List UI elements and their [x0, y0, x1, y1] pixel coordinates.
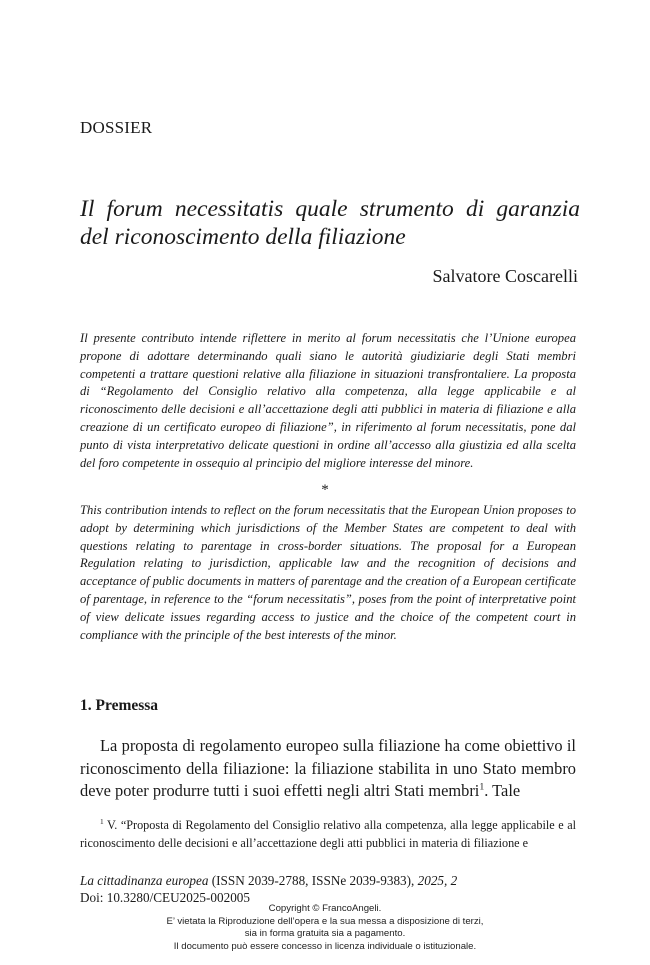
footnote-text: V. “Proposta di Regolamento del Consiglio relativo alla competenza, alla legge applicabile e al riconoscimento delle decisioni e all’accettazione degli atti pubblici in materia di filiazione e [80, 818, 576, 850]
footnote-number: 1 [100, 816, 104, 826]
journal-name: La cittadinanza europea [80, 873, 209, 888]
author-name: Salvatore Coscarelli [432, 266, 578, 286]
copyright-line: Il documento può essere concesso in licenza individuale o istituzionale. [173, 940, 477, 952]
journal-info [80, 872, 457, 906]
title-line: Il forum necessitatis quale strumento di garanzia [80, 196, 580, 222]
body-paragraph [80, 735, 576, 803]
footnote-reference[interactable]: 1 [479, 781, 485, 793]
article-title [80, 195, 580, 251]
journal-citation [80, 872, 457, 889]
body-text-continued: . Tale [484, 781, 521, 800]
section-label: DOSSIER [80, 118, 153, 137]
abstract-italian: Il presente contributo intende riflettere in merito al forum necessitatis che l’Unione europea propone di adottare determinando quali siano le autorità giudiziarie degli Stati membri competenti a trattare questioni relative alla filiazione in situazioni transfrontaliere. La proposta di “Regolamento del Consiglio relativo alla competenza, alla legge applicabile e al riconoscimento delle decisioni e all’accettazione degli atti pubblici in materia di filiazione e alla creazione di un certificato europeo di filiazione”, in riferimento al forum necessitatis, pone dal punto di vista interpretativo delicate questioni in ordine all’accesso alla giustizia ed alla scelta del foro competente in ossequio al principio del migliore interesse del minore. [80, 331, 576, 470]
copyright-line: Copyright © FrancoAngeli. [268, 903, 382, 914]
journal-issue: 2025, 2 [417, 873, 458, 888]
journal-issn: (ISSN 2039-2788, ISSNe 2039-9383), [208, 873, 418, 888]
body-text: La proposta di regolamento europeo sulla filiazione ha come obiettivo il riconoscimento della filiazione: la filiazione stabilita in uno Stato membro deve poter produrre tutti i suoi effetti negli altri Stati membri [80, 736, 576, 800]
abstract-separator: * [321, 482, 329, 498]
doi: Doi: 10.3280/CEU2025-002005 [80, 890, 250, 905]
copyright-line: E’ vietata la Riproduzione dell’opera e la sua messa a disposizione di terzi, [166, 915, 484, 927]
copyright-line: sia in forma gratuita sia a pagamento. [244, 928, 406, 939]
copyright-notice [0, 903, 650, 953]
abstract-english: This contribution intends to reflect on the forum necessitatis that the European Union proposes to adopt by determining which jurisdictions of the Member States are competent to deal with questions relating to parentage in cross-border situations. The proposal for a European Regulation relating to jurisdiction, applicable law and the recognition of decisions and acceptance of public documents in matters of parentage and the creation of a European certificate of parentage, in reference to the “forum necessitatis”, poses from the point of interpretative point of view delicate issues regarding access to justice and the choice of the competent court in compliance with the principle of the best interests of the minor. [80, 503, 576, 642]
section-heading: 1. Premessa [80, 697, 159, 714]
title-line: del riconoscimento della filiazione [80, 224, 406, 250]
footnote [80, 817, 576, 852]
